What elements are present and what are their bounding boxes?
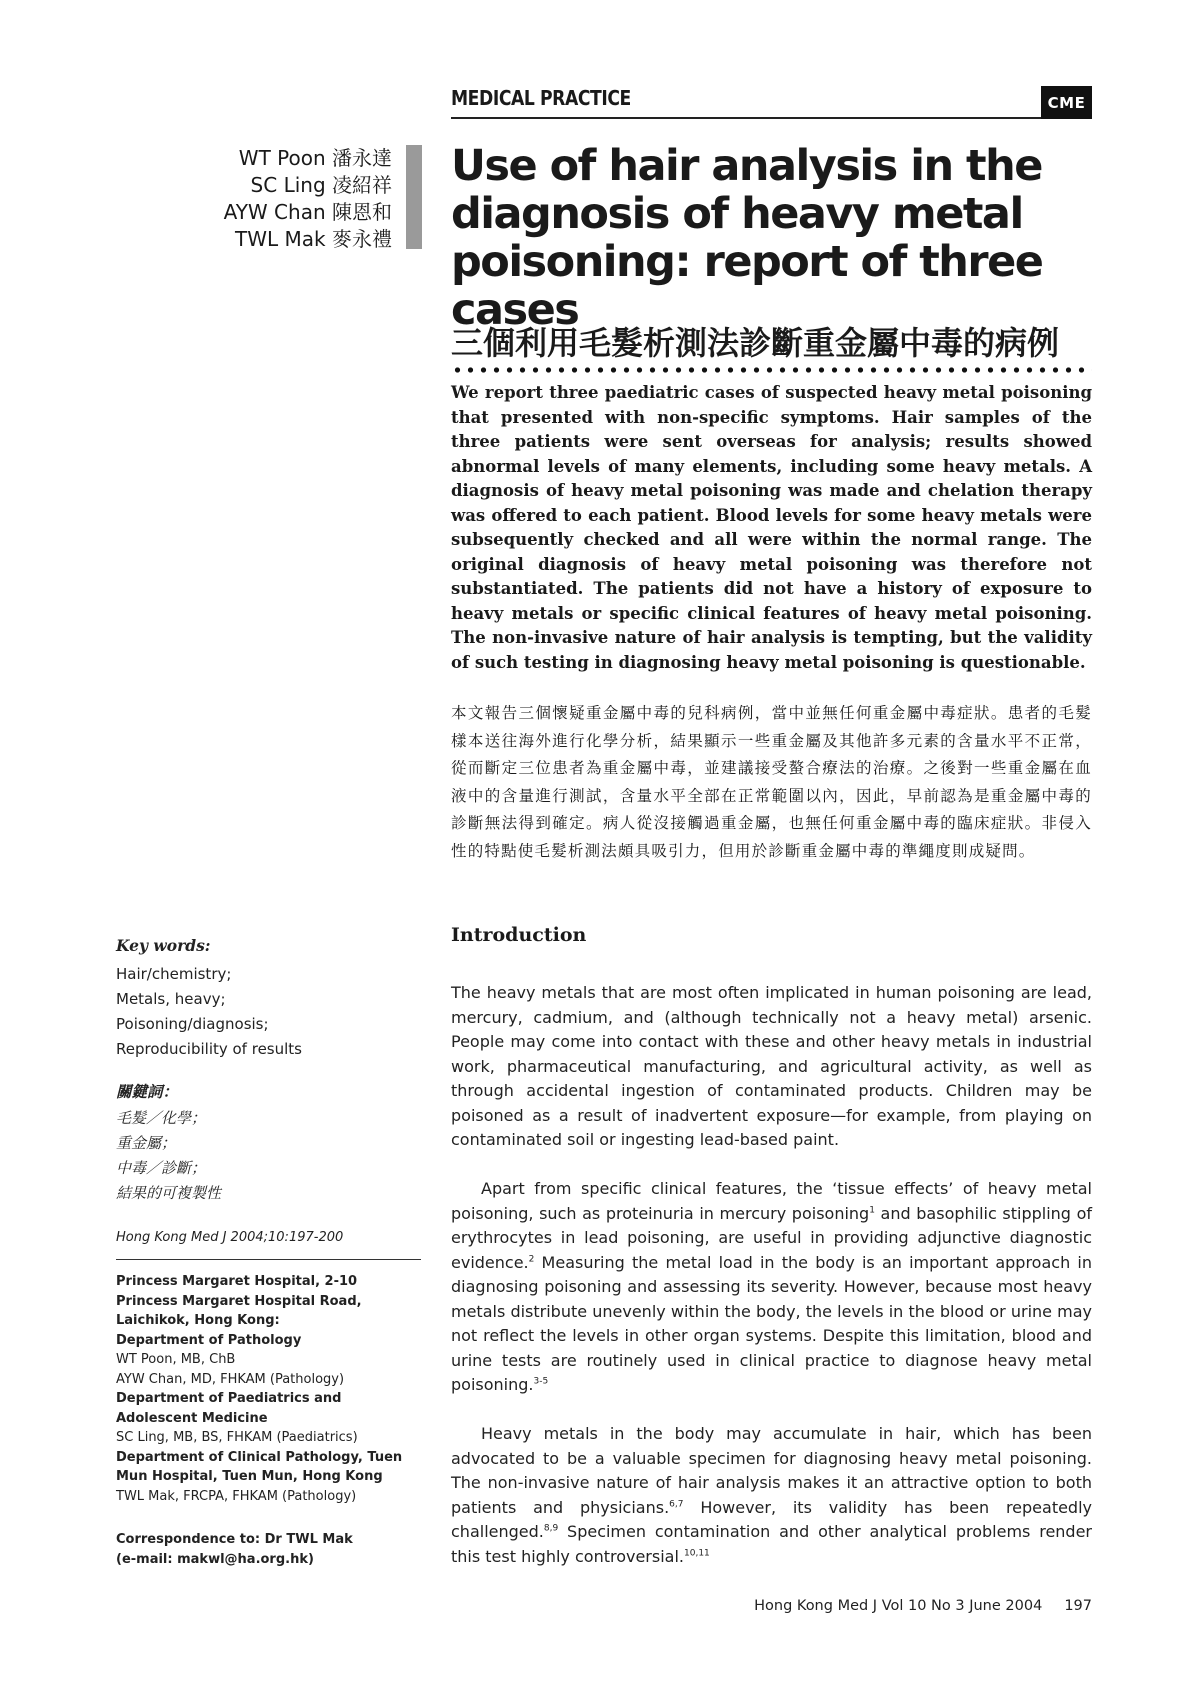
body-paragraph: Apart from specific clinical features, the ‘tissue effects’ of heavy metal poisoning, such as proteinuria in mercury poisoning$^1$ and basophilic stippling of erythrocytes in lead poisoning, are useful in providing adjunctive diagnostic evidence.$^2$ Measuring the metal load in the body is an important approach in diagnosing poisoning and assessing its severity. However, because most heavy metals distribute unevenly within the body, the levels in the blood or urine may not reflect the levels in other organ systems. Despite this limitation, blood and urine tests are routinely used in clinical practice to diagnose heavy metal poisoning.$^{3-5}$	[451, 1179, 1092, 1394]
affiliation-line: Department of Pathology	[116, 1332, 302, 1348]
affiliation-line: Department of Clinical Pathology, Tuen Mun Hospital, Tuen Mun, Hong Kong	[116, 1449, 403, 1484]
keywords-heading-chinese: 關鍵詞：	[116, 1083, 179, 1101]
keywords-list-chinese	[116, 1106, 421, 1206]
dotted-divider	[451, 364, 1092, 376]
section-divider	[451, 117, 1092, 119]
correspondence-name: Correspondence to: Dr TWL Mak	[116, 1532, 353, 1547]
citation-ref: 8,9	[543, 1523, 559, 1534]
journal-citation: Hong Kong Med J 2004;10:197-200	[116, 1230, 344, 1245]
article-title: Use of hair analysis in the diagnosis of heavy metal poisoning: report of three cases	[451, 141, 1043, 335]
correspondence-email: (e-mail: makwl@ha.org.hk)	[116, 1551, 314, 1567]
article-title-chinese: 三個利用毛髮析測法診斷重金屬中毒的病例	[451, 324, 1060, 362]
correspondence	[116, 1530, 421, 1569]
citation-ref: 6,7	[669, 1499, 684, 1510]
author-bar-decoration	[406, 145, 422, 249]
author-name: SC Ling 凌紹祥	[250, 173, 392, 197]
sidebar-divider	[116, 1259, 421, 1260]
page-number: 197	[1064, 1598, 1092, 1614]
author-name: WT Poon 潘永達	[238, 146, 392, 170]
author-name: TWL Mak 麥永禮	[235, 227, 392, 251]
keyword-item: 結果的可複製性	[116, 1184, 222, 1202]
affiliation-line: TWL Mak, FRCPA, FHKAM (Pathology)	[116, 1488, 357, 1504]
keyword-item: 中毒／診斷；	[116, 1159, 207, 1177]
citation-ref: 1	[869, 1205, 875, 1216]
footer-journal: Hong Kong Med J Vol 10 No 3 June 2004	[754, 1598, 1043, 1614]
keywords-list	[116, 962, 421, 1062]
body-paragraph: Heavy metals in the body may accumulate in hair, which has been advocated to be a valuable specimen for diagnosing heavy metal poisoning. The non-invasive nature of hair analysis makes it an attractive option to both patients and physicians.$^{6,7}$ However, its validity has been repeatedly challenged.$^{8,9}$ Specimen contamination and other analytical problems render this test highly controversial.$^{10,11}$	[451, 1424, 1093, 1566]
affiliation-line: Princess Margaret Hospital, 2-10 Princess Margaret Hospital Road, Laichikok, Hong Kong:	[116, 1274, 362, 1328]
citation-ref: 3-5	[533, 1376, 549, 1387]
affiliation-line: Department of Paediatrics and Adolescent Medicine	[116, 1391, 342, 1426]
affiliation-line: SC Ling, MB, BS, FHKAM (Paediatrics)	[116, 1430, 358, 1445]
citation-ref: 10,11	[684, 1548, 710, 1559]
keyword-item: Hair/chemistry;	[116, 965, 232, 983]
page-footer	[754, 1598, 1092, 1614]
abstract-chinese: 本文報告三個懷疑重金屬中毒的兒科病例，當中並無任何重金屬中毒症狀。患者的毛髮樣本送往海外進行化學分析，結果顯示一些重金屬及其他許多元素的含量水平不正常，從而斷定三位患者為重金屬中毒，並建議接受螯合療法的治療。之後對一些重金屬在血液中的含量進行測試，含量水平全部在正常範圍以內，因此，早前認為是重金屬中毒的診斷無法得到確定。病人從沒接觸過重金屬，也無任何重金屬中毒的臨床症狀。非侵入性的特點使毛髮析測法頗具吸引力，但用於診斷重金屬中毒的準繩度則成疑問。	[451, 704, 1092, 860]
body-paragraph: The heavy metals that are most often implicated in human poisoning are lead, mercury, cadmium, and (although technically not a heavy metal) arsenic. People may come into contact with these and other heavy metals in industrial work, pharmaceutical manufacturing, and agricultural activity, as well as through accidental ingestion of contaminated products. Children may be poisoned as a result of inadvertent exposure—for example, from playing on contaminated soil or ingesting lead-based paint.	[451, 983, 1092, 1149]
keyword-item: 重金屬；	[116, 1134, 177, 1152]
keyword-item: 毛髮／化學；	[116, 1109, 207, 1127]
abstract-english: We report three paediatric cases of suspected heavy metal poisoning that presented with non-specific symptoms. Hair samples of the three patients were sent overseas for analysis; results showed abnormal levels of many elements, including some heavy metals. A diagnosis of heavy metal poisoning was made and chelation therapy was offered to each patient. Blood levels for some heavy metals were subsequently checked and all were within the normal range. The original diagnosis of heavy metal poisoning was therefore not substantiated. The patients did not have a history of exposure to heavy metals or specific clinical features of heavy metal poisoning. The non-invasive nature of hair analysis is tempting, but the validity of such testing in diagnosing heavy metal poisoning is questionable.	[451, 383, 1092, 672]
keyword-item: Poisoning/diagnosis;	[116, 1015, 269, 1033]
section-heading-introduction: Introduction	[451, 924, 587, 946]
citation-ref: 2	[528, 1254, 535, 1265]
affiliations	[116, 1272, 421, 1506]
author-name: AYW Chan 陳恩和	[223, 200, 392, 224]
section-label: MEDICAL PRACTICE	[451, 86, 631, 110]
affiliation-line: AYW Chan, MD, FHKAM (Pathology)	[116, 1371, 345, 1387]
keyword-item: Reproducibility of results	[116, 1040, 302, 1058]
affiliation-line: WT Poon, MB, ChB	[116, 1352, 236, 1367]
cme-badge: CME	[1041, 86, 1092, 119]
keywords-heading: Key words:	[116, 936, 211, 955]
author-list	[224, 145, 392, 253]
keyword-item: Metals, heavy;	[116, 990, 226, 1008]
